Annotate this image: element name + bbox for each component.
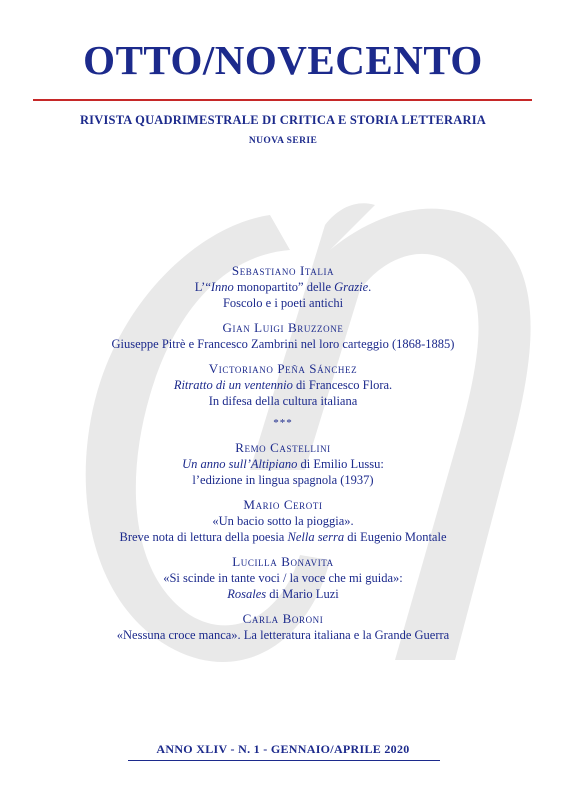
toc-entry	[0, 553, 566, 602]
article-author: Sebastiano Italia	[231, 263, 335, 278]
article-title-line: «Un bacio sotto la pioggia».	[212, 514, 354, 528]
article-title-line: «Nessuna croce manca». La letteratura italiana e la Grande Guerra	[116, 628, 450, 642]
article-title-line: In difesa della cultura italiana	[208, 394, 358, 408]
article-title-line: «Si scinde in tante voci / la voce che mi guida»:	[163, 571, 403, 585]
article-title-line: Breve nota di lettura della poesia Nella serra di Eugenio Montale	[119, 530, 447, 544]
article-author: Mario Ceroti	[243, 497, 323, 512]
article-title-line: Giuseppe Pitrè e Francesco Zambrini nel loro carteggio (1868-1885)	[111, 337, 455, 351]
title-underline-rule	[33, 99, 532, 101]
italic-title: Grazie	[334, 280, 369, 294]
section-separator: ***	[273, 417, 293, 429]
article-title-line: l’edizione in lingua spagnola (1937)	[192, 473, 374, 487]
toc-entry	[0, 319, 566, 352]
article-author: Lucilla Bonavita	[232, 554, 334, 569]
article-title-line: Un anno sull’Altipiano di Emilio Lussu:	[182, 457, 384, 471]
toc-entry	[0, 360, 566, 409]
italic-title: Rosales	[227, 587, 267, 601]
article-author: Remo Castellini	[235, 440, 331, 455]
table-of-contents	[0, 262, 566, 651]
italic-title: Nella serra	[287, 530, 345, 544]
series-label: NUOVA SERIE	[248, 136, 318, 146]
article-author: Carla Boroni	[242, 611, 324, 626]
journal-title: OTTO/NOVECENTO	[83, 37, 483, 83]
italic-title: Ritratto di un ventennio	[173, 378, 293, 392]
italic-title: Un anno sull’Altipiano	[182, 457, 298, 471]
article-title-line: L’“Inno monopartito” delle Grazie.	[194, 280, 372, 294]
toc-entry	[0, 610, 566, 643]
article-author: Gian Luigi Bruzzone	[222, 320, 344, 335]
toc-entry	[0, 496, 566, 545]
journal-subtitle: RIVISTA QUADRIMESTRALE DI CRITICA E STORIA LETTERARIA	[79, 113, 487, 127]
toc-entry	[0, 439, 566, 488]
italic-title: Inno	[210, 280, 234, 294]
article-title-line: Rosales di Mario Luzi	[227, 587, 339, 601]
article-title-line: Foscolo e i poeti antichi	[222, 296, 344, 310]
toc-entry	[0, 262, 566, 311]
article-title-line: Ritratto di un ventennio di Francesco Flora.	[173, 378, 393, 392]
issue-info: ANNO XLIV - N. 1 - GENNAIO/APRILE 2020	[156, 742, 410, 756]
article-author: Victoriano Peña Sánchez	[208, 361, 358, 376]
footer-rule	[128, 760, 440, 761]
